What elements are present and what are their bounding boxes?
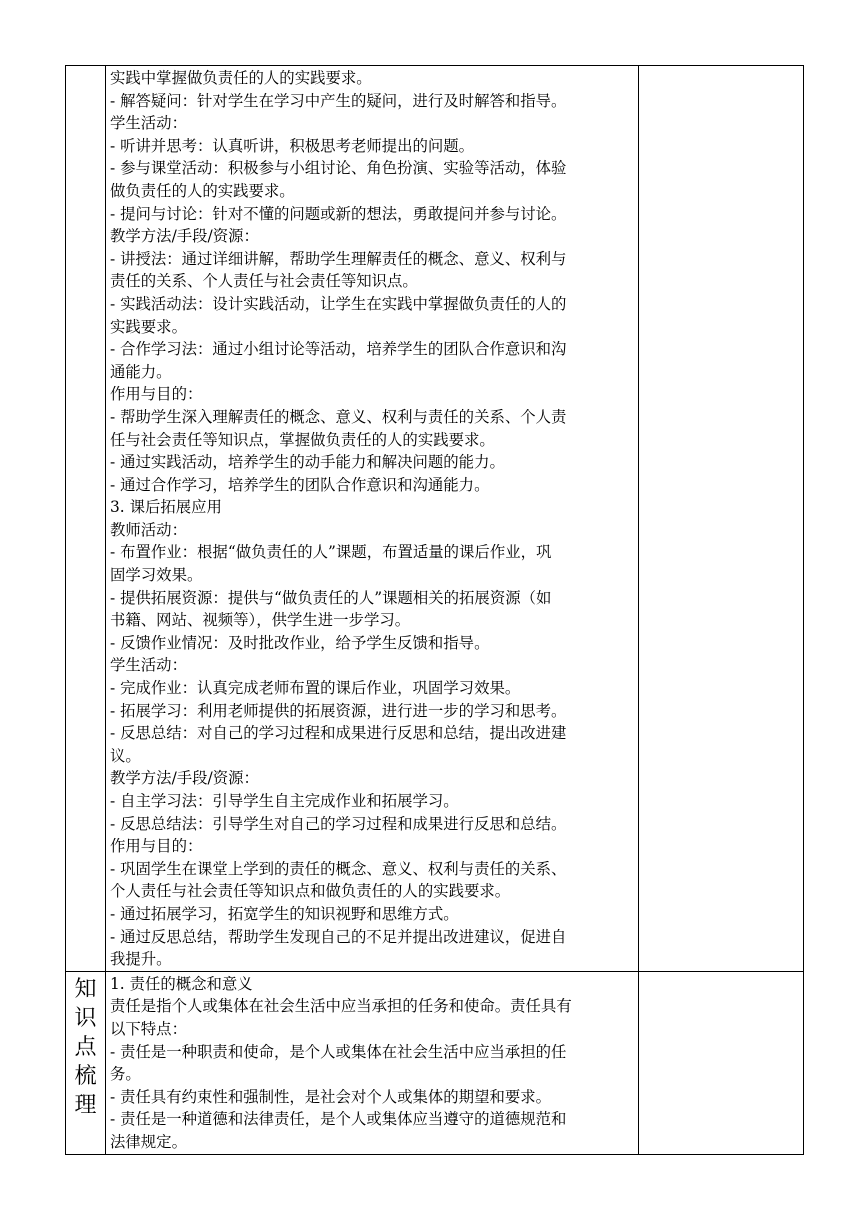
row-label	[66, 972, 105, 1120]
text-line: - 通过实践活动，培养学生的动手能力和解决问题的能力。	[110, 453, 505, 472]
text-line: 实践中掌握做负责任的人的实践要求。	[110, 69, 372, 87]
text-line: - 责任是一种职责和使命，是个人或集体在社会生活中应当承担的任	[110, 1042, 567, 1061]
text-line: - 拓展学习：利用老师提供的拓展资源，进行进一步的学习和思考。	[110, 701, 567, 720]
text-line: 教学方法/手段/资源：	[110, 227, 259, 246]
text-line: 作用与目的：	[110, 385, 203, 404]
text-line: 作用与目的：	[110, 837, 203, 856]
text-line: 做负责任的人的实践要求。	[110, 181, 295, 200]
text-line: 法律规定。	[110, 1132, 187, 1151]
text-line: 务。	[110, 1065, 141, 1084]
text-line: 责任是指个人或集体在社会生活中应当承担的任务和使命。责任具有	[110, 997, 572, 1016]
text-line: - 通过反思总结，帮助学生发现自己的不足并提出改进建议，促进自	[110, 927, 567, 946]
content-cell	[106, 66, 639, 972]
row-label-cell	[66, 66, 106, 972]
text-line: - 参与课堂活动：积极参与小组讨论、角色扮演、实验等活动，体验	[110, 159, 567, 178]
text-line: 我提升。	[110, 950, 172, 969]
text-line: - 提供拓展资源：提供与“做负责任的人”课题相关的拓展资源（如	[110, 588, 552, 607]
row-label	[66, 66, 105, 69]
lesson-plan-table	[65, 65, 804, 1155]
text-line: 3. 课后拓展应用	[110, 498, 222, 517]
text-line: 教师活动：	[110, 520, 187, 539]
text-line: 个人责任与社会责任等知识点和做负责任的人的实践要求。	[110, 882, 511, 901]
notes-text	[639, 972, 803, 973]
content-text	[106, 972, 638, 1154]
text-line: - 布置作业：根据“做负责任的人”课题，布置适量的课后作业，巩	[110, 543, 552, 562]
row-label-char: 知	[74, 976, 97, 1002]
row-label-char: 点	[74, 1034, 97, 1060]
text-line: 实践要求。	[110, 317, 187, 336]
row-label-char: 识	[74, 1005, 97, 1031]
text-line: 1. 责任的概念和意义	[110, 974, 253, 993]
notes-cell	[639, 66, 804, 972]
text-line: - 听讲并思考：认真听讲，积极思考老师提出的问题。	[110, 136, 475, 155]
text-line: 固学习效果。	[110, 566, 203, 585]
text-line: - 巩固学生在课堂上学到的责任的概念、意义、权利与责任的关系、	[110, 859, 567, 878]
text-line: 教学方法/手段/资源：	[110, 769, 259, 788]
content-text	[106, 66, 638, 971]
content-cell	[106, 971, 639, 1154]
text-line: - 帮助学生深入理解责任的概念、意义、权利与责任的关系、个人责	[110, 407, 567, 426]
table-row-knowledge-points	[66, 971, 804, 1154]
table-row-activities	[66, 66, 804, 972]
text-line: 责任的关系、个人责任与社会责任等知识点。	[110, 272, 418, 291]
notes-cell	[639, 971, 804, 1154]
notes-text	[639, 66, 803, 67]
text-line: - 实践活动法：设计实践活动，让学生在实践中掌握做负责任的人的	[110, 294, 567, 313]
text-line: - 完成作业：认真完成老师布置的课后作业，巩固学习效果。	[110, 679, 521, 698]
text-line: 以下特点：	[110, 1019, 187, 1038]
text-line: 学生活动：	[110, 114, 187, 133]
row-label-cell	[66, 971, 106, 1154]
text-line: - 解答疑问：针对学生在学习中产生的疑问，进行及时解答和指导。	[110, 91, 567, 110]
text-line: 任与社会责任等知识点，掌握做负责任的人的实践要求。	[110, 430, 495, 449]
text-line: 通能力。	[110, 362, 172, 381]
text-line: - 反思总结：对自己的学习过程和成果进行反思和总结，提出改进建	[110, 724, 567, 743]
text-line: - 讲授法：通过详细讲解，帮助学生理解责任的概念、意义、权利与	[110, 249, 567, 268]
text-line: - 通过拓展学习，拓宽学生的知识视野和思维方式。	[110, 904, 459, 923]
text-line: 学生活动：	[110, 656, 187, 675]
text-line: 议。	[110, 746, 141, 765]
text-line: 书籍、网站、视频等），供学生进一步学习。	[110, 611, 411, 630]
text-line: - 提问与讨论：针对不懂的问题或新的想法，勇敢提问并参与讨论。	[110, 204, 567, 223]
text-line: - 自主学习法：引导学生自主完成作业和拓展学习。	[110, 792, 459, 810]
row-label-char: 理	[74, 1092, 97, 1118]
text-line: - 反馈作业情况：及时批改作业，给予学生反馈和指导。	[110, 633, 490, 652]
text-line: - 通过合作学习，培养学生的团队合作意识和沟通能力。	[110, 475, 490, 494]
text-line: - 反思总结法：引导学生对自己的学习过程和成果进行反思和总结。	[110, 814, 567, 833]
text-line: - 责任具有约束性和强制性，是社会对个人或集体的期望和要求。	[110, 1087, 552, 1106]
text-line: - 责任是一种道德和法律责任，是个人或集体应当遵守的道德规范和	[110, 1110, 567, 1129]
row-label-char: 梳	[74, 1063, 97, 1089]
text-line: - 合作学习法：通过小组讨论等活动，培养学生的团队合作意识和沟	[110, 340, 567, 359]
